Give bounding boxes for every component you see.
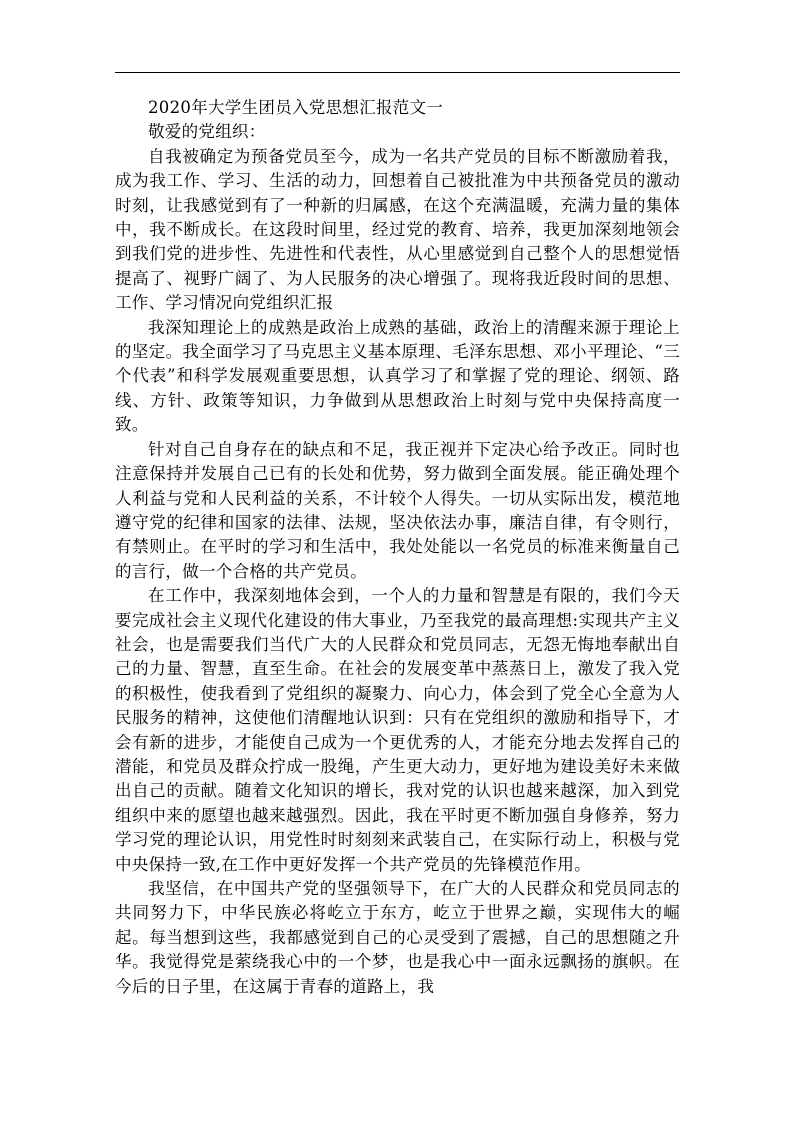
paragraph-5: 我坚信，在中国共产党的坚强领导下，在广大的人民群众和党员同志的共同努力下，中华民族必将屹立于东方，屹立于世界之巅，实现伟大的崛起。每当想到这些，我都感觉到自己的心灵受到了震撼，自己的思想随之升华。我觉得党是萦绕我心中的一个梦，也是我心中一面永远飘扬的旗帜。在今后的日子里，在这属于青春的道路上，我 [115, 879, 680, 996]
document-body [115, 96, 680, 999]
document-title: 2020年大学生团员入党思想汇报范文一 [148, 98, 444, 117]
header-rule [115, 72, 680, 73]
paragraph-2: 我深知理论上的成熟是政治上成熟的基础，政治上的清醒来源于理论上的坚定。我全面学习了马克思主义基本原理、毛泽东思想、邓小平理论、“三个代表”和科学发展观重要思想，认真学习了和掌握了党的理论、纲领、路线、方针、政策等知识，力争做到从思想政治上时刻与党中央保持高度一致。 [115, 317, 680, 435]
salutation: 敬爱的党组织： [148, 122, 266, 142]
paragraph-4: 在工作中，我深刻地体会到，一个人的力量和智慧是有限的，我们今天要完成社会主义现代化建设的伟大事业，乃至我党的最高理想:实现共产主义社会，也是需要我们当代广大的人民群众和党员同志，无怨无悔地奉献出自己的力量、智慧，直至生命。在社会的发展变革中蒸蒸日上，激发了我入党的积极性，使我看到了党组织的凝聚力、向心力，体会到了党全心全意为人民服务的精神，这使他们清醒地认识到：只有在党组织的激励和指导下，才会有新的进步，才能使自己成为一个更优秀的人，才能充分地去发挥自己的潜能，和党员及群众拧成一股绳，产生更大动力，更好地为建设美好未来做出自己的贡献。随着文化知识的增长，我对党的认识也越来越深，加入到党组织中来的愿望也越来越强烈。因此，我在平时更不断加强自身修养，努力学习党的理论认识，用党性时时刻刻来武装自己，在实际行动上，积极与党中央保持一致,在工作中更好发挥一个共产党员的先锋模范作用。 [115, 586, 680, 874]
paragraph-3: 针对自己自身存在的缺点和不足，我正视并下定决心给予改正。同时也注意保持并发展自己已有的长处和优势，努力做到全面发展。能正确处理个人利益与党和人民利益的关系，不计较个人得失。一切从实际出发，模范地遵守党的纪律和国家的法律、法规，坚决依法办事，廉洁自律，有令则行，有禁则止。在平时的学习和生活中，我处处能以一名党员的标准来衡量自己的言行，做一个合格的共产党员。 [115, 439, 680, 581]
paragraph-1: 自我被确定为预备党员至今，成为一名共产党员的目标不断激励着我，成为我工作、学习、生活的动力，回想着自己被批准为中共预备党员的激动时刻，让我感觉到有了一种新的归属感，在这个充满温暖，充满力量的集体中，我不断成长。在这段时间里，经过党的教育、培养，我更加深刻地领会到我们党的进步性、先进性和代表性，从心里感觉到自己整个人的思想觉悟提高了、视野广阔了、为人民服务的决心增强了。现将我近段时间的思想、工作、学习情况向党组织汇报 [115, 146, 680, 313]
